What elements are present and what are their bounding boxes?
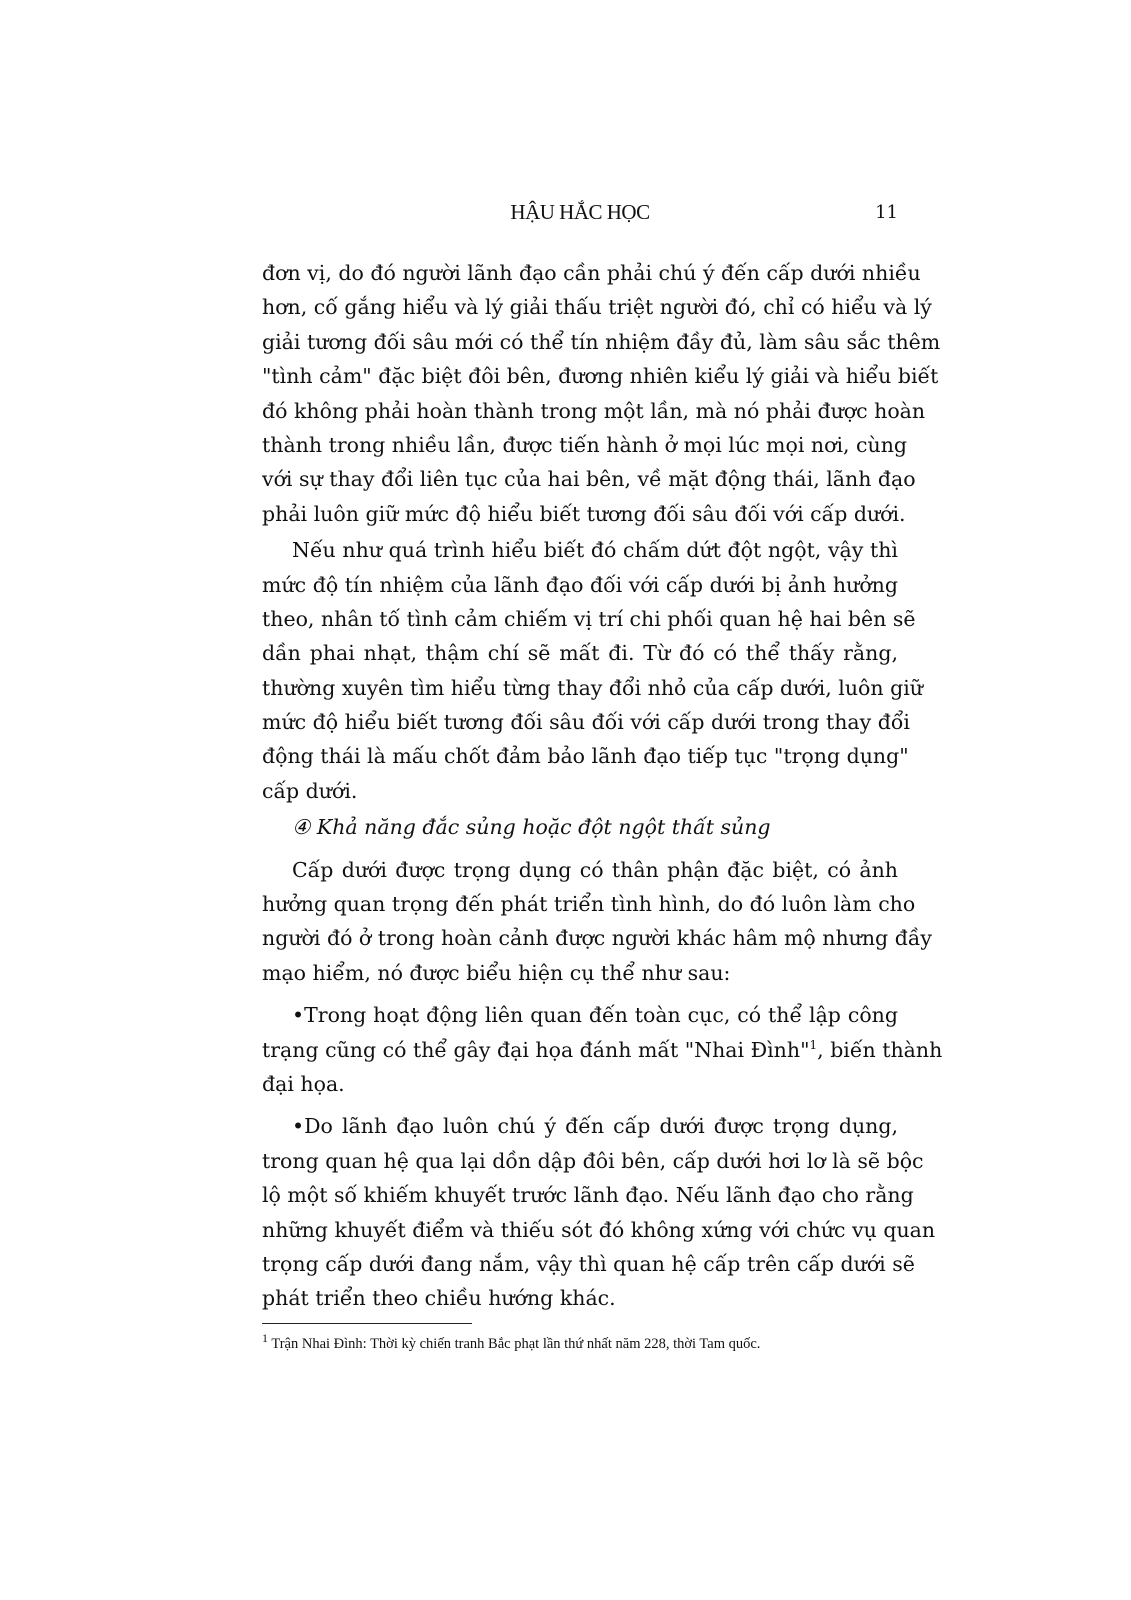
bullet-paragraph — [262, 1109, 936, 1315]
text-line: ④ Khả năng đắc sủng hoặc đột ngột thất sủng — [292, 815, 771, 840]
footnote-reference: 1 — [809, 1037, 818, 1052]
footnote-marker: 1 — [262, 1331, 268, 1346]
text-line: thường xuyên tìm hiểu từng thay đổi nhỏ của cấp dưới, luôn giữ — [262, 675, 923, 700]
page-number: 11 — [875, 202, 898, 223]
text-line: những khuyết điểm và thiếu sót đó không xứng với chức vụ quan — [262, 1217, 936, 1242]
text-line: mức độ tín nhiệm của lãnh đạo đối với cấp dưới bị ảnh hưởng — [262, 572, 898, 597]
text-line: trong quan hệ qua lại dồn dập đôi bên, cấp dưới hơi lơ là sẽ bộc — [262, 1148, 924, 1173]
text-line: lộ một số khiếm khuyết trước lãnh đạo. Nếu lãnh đạo cho rằng — [262, 1183, 914, 1208]
text-line: Cấp dưới được trọng dụng có thân phận đặc biệt, có ảnh — [292, 857, 898, 882]
text-line: Nếu như quá trình hiểu biết đó chấm dứt đột ngột, vậy thì — [292, 538, 898, 563]
text-line: phát triển theo chiều hướng khác. — [262, 1286, 616, 1311]
text-line: "tình cảm" đặc biệt đôi bên, đương nhiên kiểu lý giải và hiểu biết — [262, 364, 939, 389]
text-line: đơn vị, do đó người lãnh đạo cần phải chú ý đến cấp dưới nhiều — [262, 261, 921, 285]
paragraph — [262, 256, 941, 531]
bullet-paragraph — [262, 998, 943, 1101]
text-line: với sự thay đổi liên tục của hai bên, về mặt động thái, lãnh đạo — [262, 467, 916, 492]
text-line: cấp dưới. — [262, 778, 358, 803]
text-line: hơn, cố gắng hiểu và lý giải thấu triệt người đó, chỉ có hiểu và lý — [262, 295, 932, 320]
section-heading — [262, 810, 898, 844]
paragraph — [262, 533, 923, 808]
text-line: người đó ở trong hoàn cảnh được người khác hâm mộ nhưng đầy — [262, 926, 932, 951]
text-line: hưởng quan trọng đến phát triển tình hình, do đó luôn làm cho — [262, 892, 916, 917]
text-line: trọng cấp dưới đang nắm, vậy thì quan hệ cấp trên cấp dưới sẽ — [262, 1251, 915, 1276]
footnote — [262, 1331, 902, 1353]
page-body — [262, 256, 943, 1318]
page-header — [262, 200, 898, 230]
text-line: đó không phải hoàn thành trong một lần, mà nó phải được hoàn — [262, 398, 926, 423]
text-line: đại họa. — [262, 1071, 345, 1096]
paragraph — [262, 853, 932, 991]
text-line: trạng cũng có thể gây đại họa đánh mất "Nhai Đình"$^1$, biến thành — [262, 1037, 943, 1062]
text-line: động thái là mấu chốt đảm bảo lãnh đạo tiếp tục "trọng dụng" — [262, 744, 909, 769]
footnote-divider — [262, 1323, 472, 1324]
text-line: giải tương đối sâu mới có thể tín nhiệm đầy đủ, làm sâu sắc thêm — [262, 329, 941, 354]
text-line: theo, nhân tố tình cảm chiếm vị trí chi phối quan hệ hai bên sẽ — [262, 606, 916, 631]
running-title: HẬU HẮC HỌC — [510, 200, 650, 224]
text-line: mức độ hiểu biết tương đối sâu đối với cấp dưới trong thay đổi — [262, 710, 910, 735]
text-line: •Trong hoạt động liên quan đến toàn cục, có thể lập công — [292, 1003, 898, 1028]
text-line: thành trong nhiều lần, được tiến hành ở mọi lúc mọi nơi, cùng — [262, 432, 908, 457]
text-line: dần phai nhạt, thậm chí sẽ mất đi. Từ đó có thể thấy rằng, — [262, 641, 898, 666]
text-line: phải luôn giữ mức độ hiểu biết tương đối sâu đối với cấp dưới. — [262, 501, 906, 526]
footnote-text: Trận Nhai Đình: Thời kỳ chiến tranh Bắc phạt lần thứ nhất năm 228, thời Tam quốc. — [271, 1336, 761, 1352]
text-line: •Do lãnh đạo luôn chú ý đến cấp dưới được trọng dụng, — [292, 1114, 898, 1139]
text-line: mạo hiểm, nó được biểu hiện cụ thể như sau: — [262, 960, 731, 985]
